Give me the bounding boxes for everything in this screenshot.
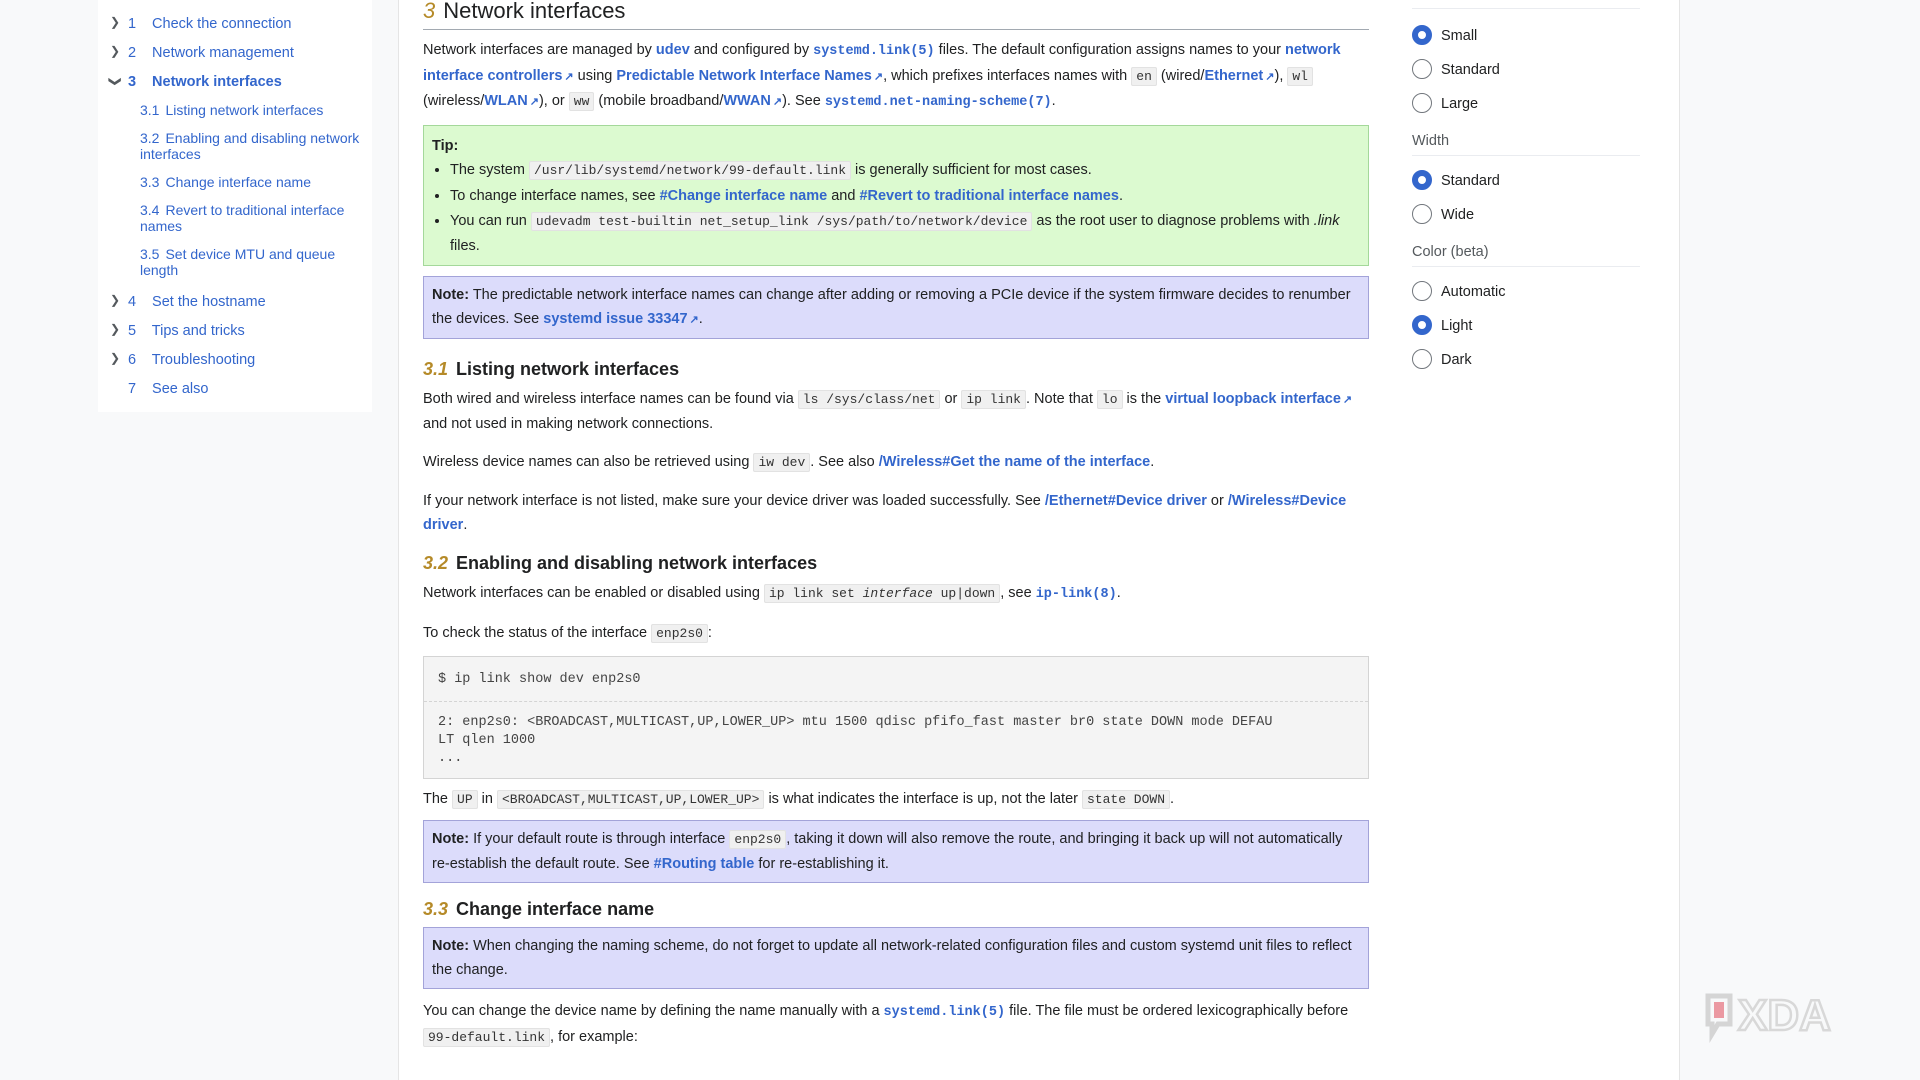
xda-wordmark: XDA (1738, 991, 1831, 1040)
paragraph (423, 787, 1369, 812)
naming-scheme-link[interactable]: systemd.net-naming-scheme(7) (824, 95, 1052, 110)
chevron-down-icon[interactable]: ❯ (108, 76, 123, 87)
toc-label[interactable]: Enabling and disabling network interfaces (140, 130, 360, 162)
toc-label[interactable]: See also (152, 381, 209, 397)
section-title: Network interfaces (443, 0, 626, 23)
toc-label[interactable]: Troubleshooting (151, 352, 256, 368)
text: as the root user to diagnose problems with (1032, 213, 1314, 229)
text: files. (450, 238, 480, 254)
text-size-standard-radio[interactable] (1412, 59, 1642, 93)
text: If your default route is through interface (469, 831, 730, 847)
radio-label[interactable]: Dark (1441, 352, 1472, 368)
radio-label[interactable]: Automatic (1441, 284, 1506, 300)
text: . (463, 517, 468, 533)
text: . (1051, 93, 1056, 109)
emphasis: .link (1313, 213, 1340, 229)
section-heading (423, 0, 1369, 30)
text: or (940, 391, 962, 407)
text: You can run (450, 213, 531, 229)
toc-subitem-revert[interactable] (98, 202, 372, 234)
paragraph (423, 581, 1369, 607)
paragraph (423, 621, 1369, 646)
section-number: 3.2 (423, 553, 449, 573)
code: ls /sys/class/net (798, 390, 941, 409)
text: The system (450, 162, 529, 178)
toc-label[interactable]: Network interfaces (152, 74, 282, 90)
text: is generally sufficient for most cases. (851, 162, 1092, 178)
subsection-heading (423, 551, 1369, 575)
toc-label[interactable]: Change interface name (165, 174, 312, 190)
systemd-issue-link[interactable]: systemd issue 33347 ↗ (543, 311, 699, 327)
ethernet-link[interactable]: Ethernet ↗ (1204, 68, 1274, 84)
code: lo (1097, 390, 1123, 409)
tip-bullet (450, 158, 1360, 183)
note-box (423, 820, 1369, 883)
note-label: Note: (432, 287, 470, 303)
nic-link[interactable]: network interface controllers ↗ (423, 42, 1341, 84)
toc-label[interactable]: Listing network interfaces (165, 102, 324, 118)
toc-number: 3.3 (140, 174, 160, 190)
code: ip link (961, 390, 1026, 409)
text: The (423, 791, 453, 807)
code: <BROADCAST,MULTICAST,UP,LOWER_UP> (497, 790, 764, 809)
text: Both wired and wireless interface names can be found via (423, 391, 798, 407)
paragraph (423, 387, 1369, 436)
text: and configured by (689, 42, 814, 58)
radio-label[interactable]: Wide (1441, 207, 1475, 223)
tip-label: Tip: (432, 138, 459, 154)
paragraph (423, 450, 1369, 475)
toc-item-tips[interactable] (98, 319, 372, 348)
text: . (1118, 188, 1123, 204)
change-name-link[interactable]: #Change interface name (659, 188, 828, 204)
toc-number: 1 (128, 16, 137, 32)
text: , see (1000, 585, 1036, 601)
toc-number: 3.5 (140, 246, 160, 262)
tip-box (423, 125, 1369, 266)
text: . (698, 311, 703, 327)
ip-link-manpage-link[interactable]: ip-link(8) (1035, 587, 1117, 602)
section-number: 3 (423, 0, 436, 23)
section-number: 3.1 (423, 359, 449, 379)
code-part: ip link set (768, 586, 863, 601)
radio-label[interactable]: Light (1441, 318, 1473, 334)
radio-label[interactable]: Large (1441, 96, 1479, 112)
wireless-interface-name-link[interactable]: /Wireless#Get the name of the interface (878, 454, 1151, 470)
chevron-right-icon[interactable]: ❯ (110, 322, 121, 336)
color-light-radio[interactable] (1412, 315, 1642, 349)
code-default-link: /usr/lib/systemd/network/99-default.link (529, 161, 851, 180)
code-ww: ww (569, 92, 595, 111)
code-en: en (1131, 67, 1157, 86)
pnin-link[interactable]: Predictable Network Interface Names ↗ (616, 68, 883, 84)
wwan-link[interactable]: WWAN ↗ (723, 93, 782, 109)
chevron-right-icon[interactable]: ❯ (110, 351, 121, 365)
text: and not used in making network connections. (423, 416, 714, 432)
width-wide-radio[interactable] (1412, 204, 1642, 238)
chevron-right-icon[interactable]: ❯ (110, 15, 121, 29)
radio-icon[interactable] (1412, 281, 1432, 301)
section-number: 3.3 (423, 899, 449, 919)
note-label: Note: (432, 831, 470, 847)
paragraph (423, 999, 1369, 1050)
text: . (1116, 585, 1121, 601)
code-udevadm: udevadm test-builtin net_setup_link /sys/path/to/network/device (531, 212, 1032, 231)
text: for re-establishing it. (754, 856, 889, 872)
text: is the (1122, 391, 1166, 407)
subsection-heading (423, 897, 1369, 921)
text: (mobile broadband/ (594, 93, 724, 109)
text: . Note that (1025, 391, 1097, 407)
table-of-contents (98, 0, 372, 412)
tip-bullet (450, 184, 1360, 208)
radio-icon[interactable] (1412, 204, 1432, 224)
code: enp2s0 (729, 830, 786, 849)
wireless-driver-link[interactable]: /Wireless#Device driver (423, 493, 1347, 533)
color-automatic-radio[interactable] (1412, 281, 1642, 315)
color-dark-radio[interactable] (1412, 349, 1642, 383)
text: (wireless/ (423, 93, 485, 109)
subsection-title: Enabling and disabling network interfaces (456, 553, 818, 573)
toc-item-hostname[interactable] (98, 290, 372, 319)
note-box (423, 276, 1369, 339)
subsection-title: Listing network interfaces (456, 359, 680, 379)
toc-number: 5 (128, 323, 137, 339)
text-size-small-radio[interactable] (1412, 25, 1642, 59)
systemd-link-manpage-link[interactable]: systemd.link(5) (813, 44, 935, 59)
width-group-label: Width (1412, 133, 1640, 156)
text: When changing the naming scheme, do not forget to update all network-related configuration files and custom systemd unit files to reflect the change. (432, 938, 1352, 978)
text: . (1150, 454, 1155, 470)
toc-number: 3.1 (140, 102, 160, 118)
radio-selected-icon[interactable] (1412, 315, 1432, 335)
text: ). See (782, 93, 825, 109)
radio-label[interactable]: Standard (1441, 173, 1500, 189)
toc-label[interactable]: Set the hostname (152, 294, 266, 310)
toc-subitem-mtu[interactable] (98, 246, 372, 278)
loopback-link[interactable]: virtual loopback interface ↗ (1165, 391, 1352, 407)
text: , which prefixes interfaces names with (883, 68, 1132, 84)
code-part: interface (862, 586, 933, 601)
text: files. The default configuration assigns names to your (934, 42, 1285, 58)
toc-item-troubleshooting[interactable] (98, 348, 372, 377)
toc-number: 7 (128, 381, 137, 397)
systemd-link-manpage-link[interactable]: systemd.link(5) (883, 1005, 1006, 1020)
udev-link[interactable]: udev (655, 42, 690, 58)
toc-label[interactable]: Set device MTU and queue length (140, 246, 336, 278)
text: You can change the device name by defining the name manually with a (423, 1003, 884, 1019)
text: ), (1274, 68, 1288, 84)
wlan-link[interactable]: WLAN ↗ (484, 93, 539, 109)
toc-item-network-management[interactable] (98, 41, 372, 70)
toc-number: 4 (128, 294, 137, 310)
radio-selected-icon[interactable] (1412, 170, 1432, 190)
text: The predictable network interface names can change after adding or removing a PCIe device if the system firmware decides to renumber the devices. See (432, 287, 1351, 327)
divider (1412, 8, 1640, 9)
code: enp2s0 (651, 624, 708, 643)
toc-item-see-also[interactable] (98, 377, 372, 406)
text: Wireless device names can also be retrieved using (423, 454, 754, 470)
code-part: up|down (932, 586, 996, 601)
toc-item-check-connection[interactable] (98, 12, 372, 41)
toc-number: 2 (128, 45, 137, 61)
color-group-label: Color (beta) (1412, 244, 1640, 267)
code-block (423, 656, 1369, 779)
code: UP (452, 790, 478, 809)
xda-logo-icon (1704, 990, 1889, 1046)
code (764, 584, 1000, 603)
toc-label[interactable]: Tips and tricks (151, 323, 245, 339)
text: If your network interface is not listed, make sure your device driver was loaded successfully. See (423, 493, 1045, 509)
toc-label[interactable]: Network management (152, 45, 294, 61)
code-output: 2: enp2s0: <BROADCAST,MULTICAST,UP,LOWER_UP> mtu 1500 qdisc pfifo_fast master br0 state DOWN mode DEFAU LT qlen 1000 ... (438, 715, 1273, 766)
radio-icon[interactable] (1412, 93, 1432, 113)
routing-table-link[interactable]: #Routing table (653, 856, 755, 872)
note-box (423, 927, 1369, 989)
toc-subitem-listing[interactable] (98, 102, 372, 118)
note-label: Note: (432, 938, 470, 954)
toc-item-network-interfaces[interactable] (98, 70, 372, 99)
article-body (423, 0, 1369, 1064)
text: Network interfaces can be enabled or disabled using (423, 585, 764, 601)
toc-label[interactable]: Revert to traditional interface names (140, 202, 345, 234)
toc-number: 6 (128, 352, 137, 368)
code-wl: wl (1287, 67, 1313, 86)
text: ), or (538, 93, 569, 109)
text: : (707, 625, 712, 641)
appearance-settings (1412, 0, 1642, 383)
subsection-title: Change interface name (456, 899, 655, 919)
radio-icon[interactable] (1412, 349, 1432, 369)
radio-label[interactable]: Small (1441, 28, 1478, 44)
subsection-heading (423, 357, 1369, 381)
text: . (1170, 791, 1175, 807)
ethernet-driver-link[interactable]: /Ethernet#Device driver (1044, 493, 1207, 509)
text: in (477, 791, 497, 807)
text: . See also (810, 454, 879, 470)
xda-watermark-logo (1704, 990, 1889, 1046)
revert-names-link[interactable]: #Revert to traditional interface names (859, 188, 1119, 204)
text: is what indicates the interface is up, not the later (764, 791, 1082, 807)
radio-selected-icon[interactable] (1412, 25, 1432, 45)
code: 99-default.link (423, 1028, 550, 1047)
text: , for example: (550, 1029, 638, 1045)
width-standard-radio[interactable] (1412, 170, 1642, 204)
chevron-right-icon[interactable]: ❯ (110, 293, 121, 307)
text: Network interfaces are managed by (423, 42, 656, 58)
code-command: $ ip link show dev enp2s0 (424, 657, 1368, 702)
code: iw dev (753, 453, 810, 472)
text: file. The file must be ordered lexicographically before (1005, 1003, 1349, 1019)
text: using (573, 68, 617, 84)
text: and (827, 188, 860, 204)
tip-bullet (450, 209, 1360, 258)
text: , taking it down will also remove the route, and bringing it back up will not automatically re-establish the default route. See (432, 831, 1343, 872)
text: To check the status of the interface (423, 625, 652, 641)
radio-label[interactable]: Standard (1441, 62, 1500, 78)
intro-paragraph (423, 38, 1369, 115)
toc-number: 3 (128, 74, 137, 90)
chevron-right-icon[interactable]: ❯ (110, 44, 121, 58)
toc-number: 3.2 (140, 130, 160, 146)
text-size-large-radio[interactable] (1412, 93, 1642, 127)
radio-icon[interactable] (1412, 59, 1432, 79)
toc-subitem-change-name[interactable] (98, 174, 372, 190)
toc-label[interactable]: Check the connection (152, 16, 292, 32)
text: or (1206, 493, 1228, 509)
text: (wired/ (1156, 68, 1205, 84)
text: To change interface names, see (450, 188, 660, 204)
toc-subitem-enabling[interactable] (98, 130, 372, 162)
paragraph (423, 489, 1369, 537)
toc-number: 3.4 (140, 202, 160, 218)
code: state DOWN (1082, 790, 1170, 809)
